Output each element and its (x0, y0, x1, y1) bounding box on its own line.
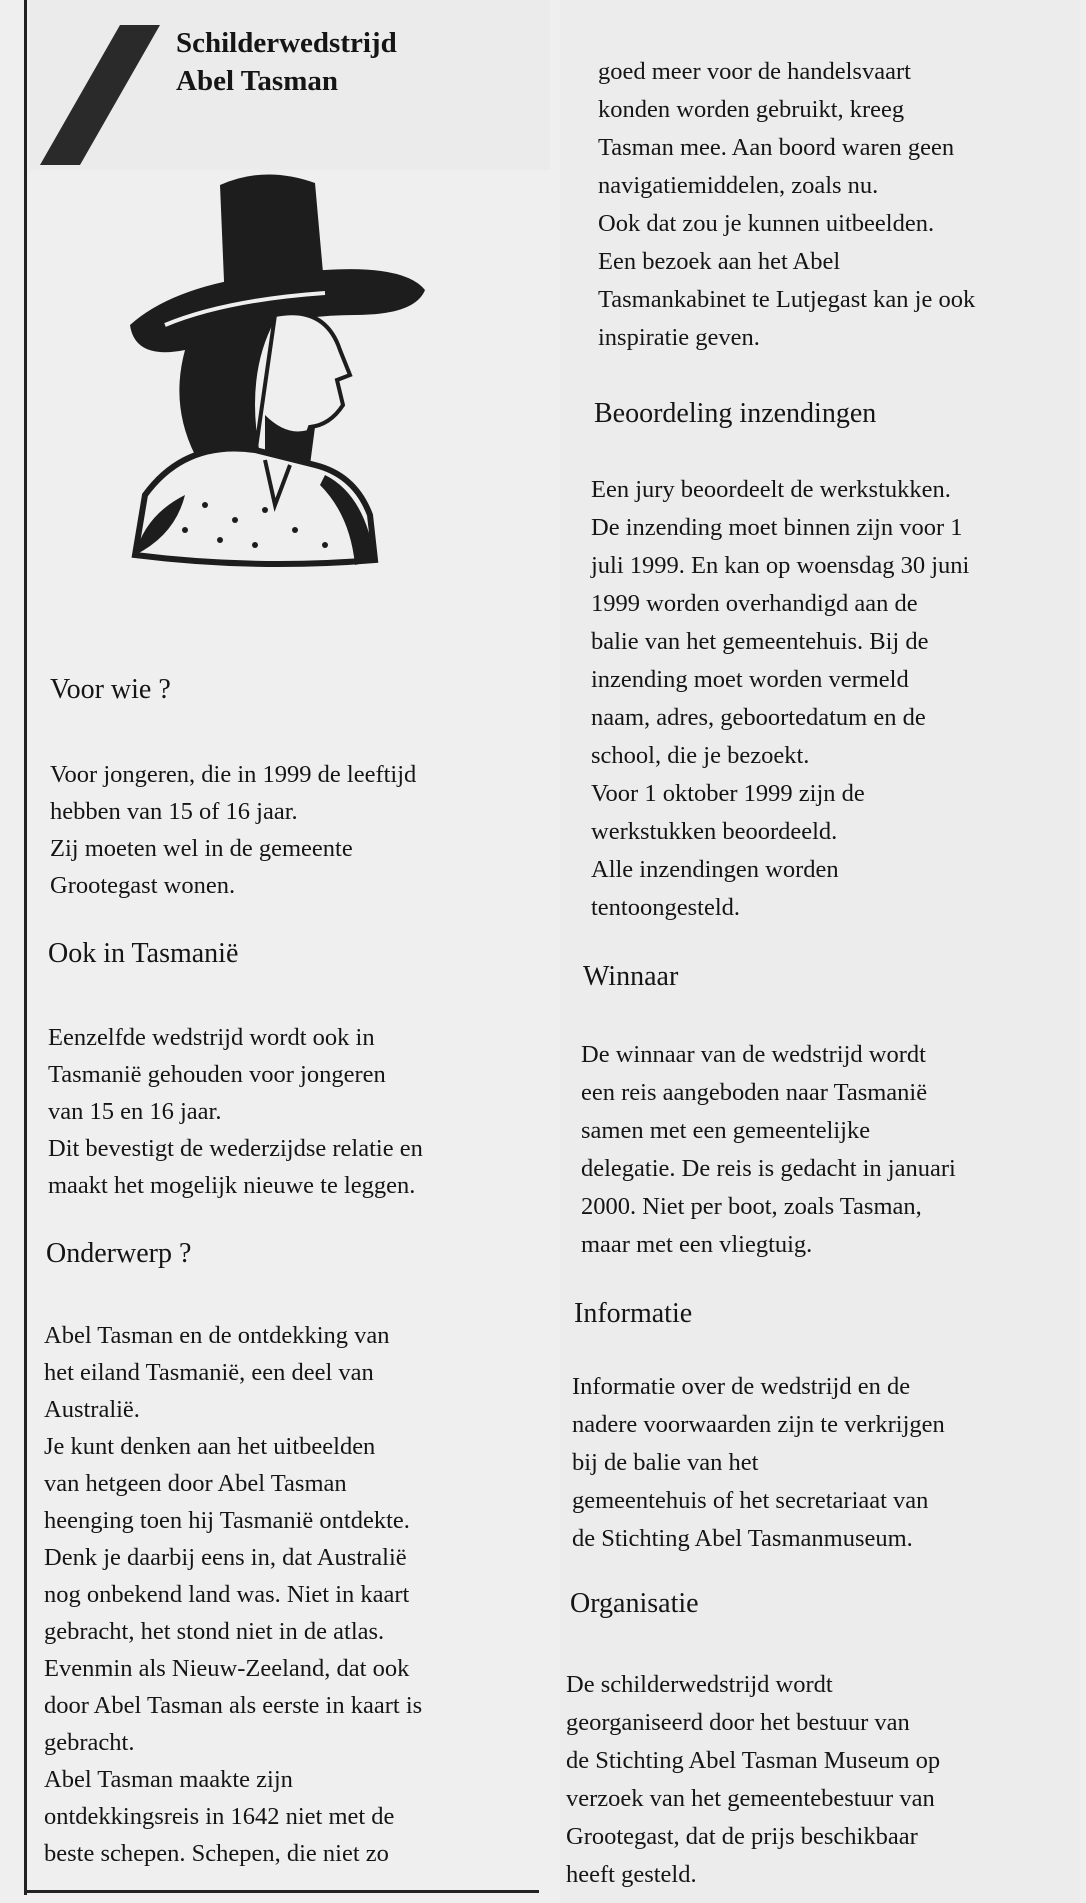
text-line: maakt het mogelijk nieuwe te leggen. (48, 1172, 416, 1199)
section-body-voor-wie (50, 756, 416, 904)
text-line: het eiland Tasmanië, een deel van (44, 1359, 374, 1386)
title-line: Abel Tasman (176, 65, 338, 97)
text-line: nadere voorwaarden zijn te verkrijgen (572, 1411, 945, 1438)
text-line: de Stichting Abel Tasmanmuseum. (572, 1525, 913, 1552)
text-line: van hetgeen door Abel Tasman (44, 1470, 347, 1497)
text-line: ontdekkingsreis in 1642 niet met de (44, 1803, 395, 1830)
text-line: inspiratie geven. (598, 324, 760, 351)
text-line: bij de balie van het (572, 1449, 759, 1476)
text-line: maar met een vliegtuig. (581, 1231, 813, 1258)
section-body-continued (598, 53, 975, 357)
text-line: door Abel Tasman als eerste in kaart is (44, 1692, 423, 1719)
text-line: goed meer voor de handelsvaart (598, 58, 911, 85)
text-line: inzending moet worden vermeld (591, 666, 909, 693)
text-line: 1999 worden overhandigd aan de (591, 590, 918, 617)
text-line: 2000. Niet per boot, zoals Tasman, (581, 1193, 922, 1220)
article-title (176, 24, 397, 100)
section-heading-onderwerp: Onderwerp ? (46, 1238, 192, 1269)
text-line: gemeentehuis of het secretariaat van (572, 1487, 929, 1514)
text-line: samen met een gemeentelijke (581, 1117, 871, 1144)
text-line: Abel Tasman maakte zijn (44, 1766, 293, 1793)
text-line: beste schepen. Schepen, die niet zo (44, 1840, 389, 1867)
text-line: gebracht. (44, 1729, 135, 1756)
text-line: navigatiemiddelen, zoals nu. (598, 172, 879, 199)
text-line: tentoongesteld. (591, 894, 741, 921)
text-line: konden worden gebruikt, kreeg (598, 96, 905, 123)
title-line: Schilderwedstrijd (176, 27, 397, 59)
text-line: georganiseerd door het bestuur van (566, 1709, 910, 1736)
text-line: Ook dat zou je kunnen uitbeelden. (598, 210, 935, 237)
section-body-beoordeling (591, 471, 969, 927)
text-line: Alle inzendingen worden (591, 856, 839, 883)
text-line: Abel Tasman en de ontdekking van (44, 1322, 390, 1349)
section-heading-ook-in-tasmanie: Ook in Tasmanië (48, 938, 239, 969)
section-heading-winnaar: Winnaar (583, 961, 679, 992)
section-heading-beoordeling: Beoordeling inzendingen (594, 398, 877, 429)
text-line: heeft gesteld. (566, 1861, 697, 1888)
text-line: Een bezoek aan het Abel (598, 248, 841, 275)
text-line: Denk je daarbij eens in, dat Australië (44, 1544, 407, 1571)
text-line: delegatie. De reis is gedacht in januari (581, 1155, 956, 1182)
text-line: Australië. (44, 1396, 140, 1423)
bottom-border-rule (24, 1890, 539, 1893)
text-line: Zij moeten wel in de gemeente (50, 835, 353, 862)
text-line: een reis aangeboden naar Tasmanië (581, 1079, 928, 1106)
left-border-rule (24, 0, 27, 1895)
slash-decoration-icon (40, 25, 160, 165)
text-line: Informatie over de wedstrijd en de (572, 1373, 911, 1400)
text-line: de Stichting Abel Tasman Museum op (566, 1747, 941, 1774)
text-line: verzoek van het gemeentebestuur van (566, 1785, 935, 1812)
text-line: gebracht, het stond niet in de atlas. (44, 1618, 385, 1645)
text-line: Je kunt denken aan het uitbeelden (44, 1433, 376, 1460)
text-line: Evenmin als Nieuw-Zeeland, dat ook (44, 1655, 410, 1682)
section-heading-informatie: Informatie (574, 1298, 693, 1329)
section-body-winnaar (581, 1036, 956, 1264)
text-line: Voor jongeren, die in 1999 de leeftijd (50, 761, 417, 788)
text-line: naam, adres, geboortedatum en de (591, 704, 926, 731)
text-line: Grootegast, dat de prijs beschikbaar (566, 1823, 918, 1850)
text-line: hebben van 15 of 16 jaar. (50, 798, 298, 825)
text-line: Voor 1 oktober 1999 zijn de (591, 780, 865, 807)
text-line: De inzending moet binnen zijn voor 1 (591, 514, 963, 541)
section-body-onderwerp (44, 1317, 422, 1872)
section-body-informatie (572, 1368, 945, 1558)
text-line: De schilderwedstrijd wordt (566, 1671, 833, 1698)
text-line: Grootegast wonen. (50, 872, 236, 899)
section-body-organisatie (566, 1666, 940, 1894)
text-line: van 15 en 16 jaar. (48, 1098, 222, 1125)
text-line: balie van het gemeentehuis. Bij de (591, 628, 929, 655)
text-line: school, die je bezoekt. (591, 742, 810, 769)
text-line: Tasman mee. Aan boord waren geen (598, 134, 955, 161)
text-line: Een jury beoordeelt de werkstukken. (591, 476, 951, 503)
section-heading-voor-wie: Voor wie ? (50, 674, 171, 705)
text-line: juli 1999. En kan op woensdag 30 juni (591, 552, 970, 579)
text-line: Tasmankabinet te Lutjegast kan je ook (598, 286, 976, 313)
abel-tasman-portrait-icon (125, 165, 440, 570)
text-line: werkstukken beoordeeld. (591, 818, 838, 845)
section-heading-organisatie: Organisatie (570, 1588, 699, 1619)
text-line: Tasmanië gehouden voor jongeren (48, 1061, 386, 1088)
text-line: heenging toen hij Tasmanië ontdekte. (44, 1507, 410, 1534)
text-line: nog onbekend land was. Niet in kaart (44, 1581, 410, 1608)
section-body-ook-in-tasmanie (48, 1019, 423, 1204)
text-line: Dit bevestigt de wederzijdse relatie en (48, 1135, 423, 1162)
text-line: De winnaar van de wedstrijd wordt (581, 1041, 926, 1068)
text-line: Eenzelfde wedstrijd wordt ook in (48, 1024, 375, 1051)
